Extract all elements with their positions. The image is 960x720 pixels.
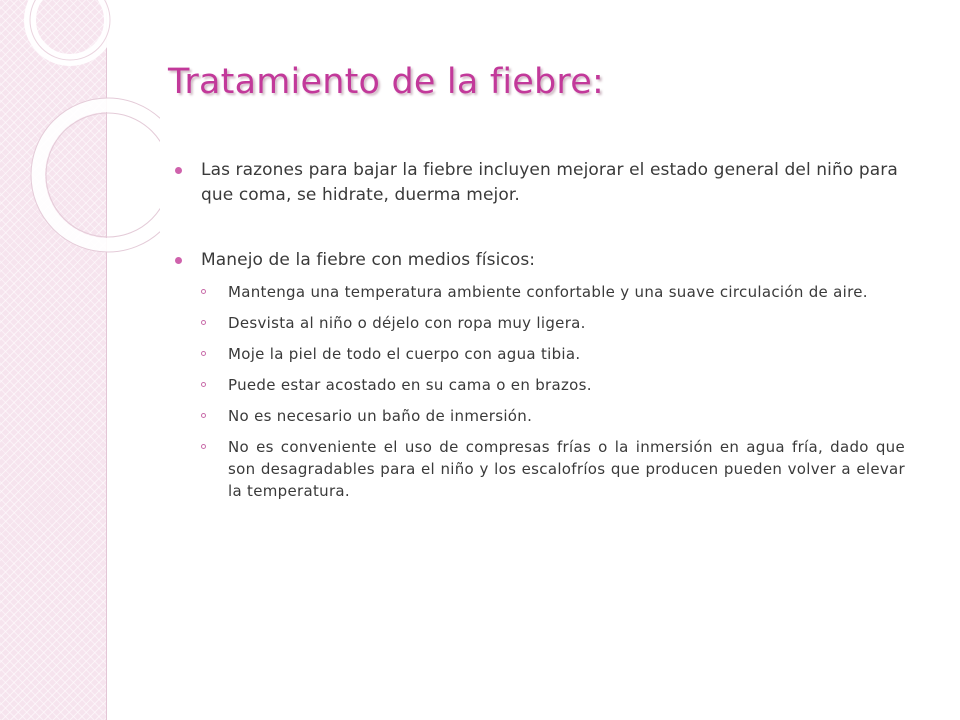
sub-bullet-text: Mantenga una temperatura ambiente confortable y una suave circulación de aire. [228, 283, 868, 301]
sub-bullet-text: Puede estar acostado en su cama o en brazos. [228, 376, 592, 394]
sub-bullet-item [175, 405, 905, 427]
bullet-dot-icon [175, 257, 182, 264]
bullet-text: Las razones para bajar la fiebre incluyen mejorar el estado general del niño para que coma, se hidrate, duerma mejor. [201, 160, 898, 205]
sub-bullet-text: Desvista al niño o déjelo con ropa muy ligera. [228, 314, 586, 332]
decorative-circles [0, 0, 160, 260]
slide-title: Tratamiento de la fiebre: [168, 62, 604, 102]
sub-bullet-text: Moje la piel de todo el cuerpo con agua tibia. [228, 345, 581, 363]
bullet-item [175, 158, 905, 208]
sub-bullet-text: No es conveniente el uso de compresas frías o la inmersión en agua fría, dado que son desagradables para el niño y los escalofríos que producen pueden volver a elevar la temperatura. [228, 438, 905, 500]
bullet-text: Manejo de la fiebre con medios físicos: [201, 250, 536, 270]
sub-bullet-item [175, 374, 905, 396]
bullet-dot-icon [175, 167, 182, 174]
bullet-item [175, 248, 905, 273]
sub-bullet-ring-icon [201, 289, 206, 294]
sub-bullet-ring-icon [201, 351, 206, 356]
sub-bullet-item [175, 343, 905, 365]
sub-bullet-ring-icon [201, 382, 206, 387]
sub-bullet-text: No es necesario un baño de inmersión. [228, 407, 533, 425]
sub-bullet-item [175, 436, 905, 502]
sub-bullet-ring-icon [201, 444, 206, 449]
slide-content [175, 158, 905, 511]
sub-bullet-item [175, 312, 905, 334]
sub-bullet-ring-icon [201, 320, 206, 325]
sub-bullet-item [175, 281, 905, 303]
sub-bullet-ring-icon [201, 413, 206, 418]
